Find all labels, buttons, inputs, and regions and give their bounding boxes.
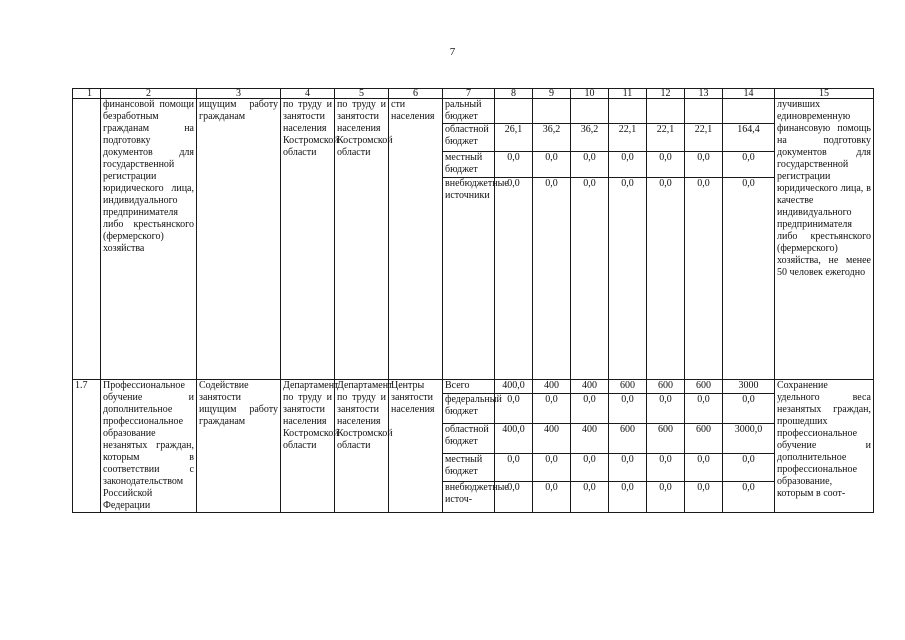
value-cell: 0,0 (685, 152, 723, 178)
value-cell: 0,0 (571, 178, 609, 380)
value-cell: 0,0 (723, 152, 775, 178)
value-cell: 0,0 (723, 453, 775, 482)
value-cell: 0,0 (533, 482, 571, 513)
value-cell: 0,0 (647, 178, 685, 380)
funding-source-cell: местный бюджет (443, 453, 495, 482)
value-cell: 0,0 (685, 482, 723, 513)
funding-source-cell: внебюджетные источ- (443, 482, 495, 513)
result-cell: Сохранение удельного веса незанятых граждан, прошедших профессиональное обучение и дополнительное профессиональное образование, которым в соот- (775, 380, 874, 513)
value-cell: 0,0 (609, 394, 647, 424)
value-cell: 0,0 (571, 482, 609, 513)
value-cell: 400,0 (495, 423, 533, 453)
value-cell: 0,0 (495, 453, 533, 482)
value-cell: 0,0 (685, 453, 723, 482)
value-cell: 3000,0 (723, 423, 775, 453)
header-cell: 14 (723, 89, 775, 99)
measure-name-cell: Профессиональное обучение и дополнительное профессиональное образование незанятых граждан, которым в соответствии с законодательством Российской Федерации (101, 380, 197, 513)
value-cell: 36,2 (571, 124, 609, 152)
value-cell: 0,0 (533, 178, 571, 380)
value-cell (647, 99, 685, 124)
value-cell: 164,4 (723, 124, 775, 152)
value-cell: 0,0 (495, 178, 533, 380)
header-cell: 3 (197, 89, 281, 99)
header-cell: 1 (73, 89, 101, 99)
result-cell: лучивших единовременную финансовую помощь на подготовку документов для государственной регистрации юридического лица, в качестве индивидуального предпринимателя либо крестьянского (фермерского) хозяйства, не менее 50 человек ежегодно (775, 99, 874, 380)
header-cell: 6 (389, 89, 443, 99)
value-cell: 0,0 (495, 152, 533, 178)
value-cell: 0,0 (647, 453, 685, 482)
header-cell: 2 (101, 89, 197, 99)
value-cell: 600 (647, 423, 685, 453)
coordinator-cell: Департамент по труду и занятости населения Костромской области (281, 380, 335, 513)
funding-source-cell: Всего (443, 380, 495, 394)
header-cell: 10 (571, 89, 609, 99)
table-row (73, 99, 874, 124)
value-cell (533, 99, 571, 124)
value-cell (495, 99, 533, 124)
value-cell: 400 (533, 423, 571, 453)
header-row (73, 89, 874, 99)
funding-source-cell: местный бюджет (443, 152, 495, 178)
value-cell: 0,0 (533, 394, 571, 424)
value-cell: 22,1 (685, 124, 723, 152)
header-cell: 13 (685, 89, 723, 99)
value-cell: 0,0 (533, 152, 571, 178)
value-cell: 22,1 (609, 124, 647, 152)
value-cell: 0,0 (647, 394, 685, 424)
value-cell: 400 (571, 423, 609, 453)
value-cell: 0,0 (571, 152, 609, 178)
funding-source-cell: областной бюджет (443, 124, 495, 152)
executor-cell: по труду и занятости населения Костромской области (335, 99, 389, 380)
value-cell: 0,0 (685, 178, 723, 380)
value-cell: 0,0 (723, 394, 775, 424)
coordinator-cell: по труду и занятости населения Костромской области (281, 99, 335, 380)
value-cell: 36,2 (533, 124, 571, 152)
header-cell: 5 (335, 89, 389, 99)
program-table (72, 88, 874, 513)
value-cell: 0,0 (609, 178, 647, 380)
page-number: 7 (449, 46, 456, 58)
value-cell: 0,0 (533, 453, 571, 482)
value-cell: 0,0 (723, 482, 775, 513)
value-cell: 0,0 (571, 453, 609, 482)
value-cell: 0,0 (723, 178, 775, 380)
funding-source-cell: федеральный бюджет (443, 394, 495, 424)
value-cell (685, 99, 723, 124)
value-cell: 0,0 (571, 394, 609, 424)
value-cell: 600 (609, 380, 647, 394)
funding-source-cell: ральный бюджет (443, 99, 495, 124)
participant-cell: Центры занятости населения (389, 380, 443, 513)
value-cell: 600 (685, 380, 723, 394)
header-cell: 15 (775, 89, 874, 99)
value-cell: 3000 (723, 380, 775, 394)
value-cell (571, 99, 609, 124)
funding-source-cell: внебюджетные источники (443, 178, 495, 380)
value-cell: 0,0 (495, 394, 533, 424)
value-cell: 600 (609, 423, 647, 453)
value-cell: 0,0 (609, 453, 647, 482)
value-cell: 400,0 (495, 380, 533, 394)
task-cell: ищущим работу гражданам (197, 99, 281, 380)
task-cell: Содействие занятости ищущим работу гражданам (197, 380, 281, 513)
table-row (73, 380, 874, 394)
value-cell: 400 (571, 380, 609, 394)
executor-cell: Департамент по труду и занятости населения Костромской области (335, 380, 389, 513)
value-cell: 22,1 (647, 124, 685, 152)
header-cell: 12 (647, 89, 685, 99)
header-cell: 8 (495, 89, 533, 99)
value-cell (609, 99, 647, 124)
value-cell (723, 99, 775, 124)
value-cell: 0,0 (685, 394, 723, 424)
row-number-cell: 1.7 (73, 380, 101, 513)
value-cell: 0,0 (609, 152, 647, 178)
value-cell: 600 (647, 380, 685, 394)
value-cell: 0,0 (495, 482, 533, 513)
value-cell: 0,0 (647, 152, 685, 178)
row-number-cell (73, 99, 101, 380)
participant-cell: сти населения (389, 99, 443, 380)
value-cell: 0,0 (647, 482, 685, 513)
measure-name-cell: финансовой помощи безработным гражданам на подготовку документов для государственной регистрации юридического лица, индивидуального предпринимателя либо крестьянского (фермерского) хозяйства (101, 99, 197, 380)
header-cell: 7 (443, 89, 495, 99)
value-cell: 26,1 (495, 124, 533, 152)
value-cell: 400 (533, 380, 571, 394)
value-cell: 600 (685, 423, 723, 453)
header-cell: 9 (533, 89, 571, 99)
header-cell: 4 (281, 89, 335, 99)
funding-source-cell: областной бюджет (443, 423, 495, 453)
value-cell: 0,0 (609, 482, 647, 513)
header-cell: 11 (609, 89, 647, 99)
